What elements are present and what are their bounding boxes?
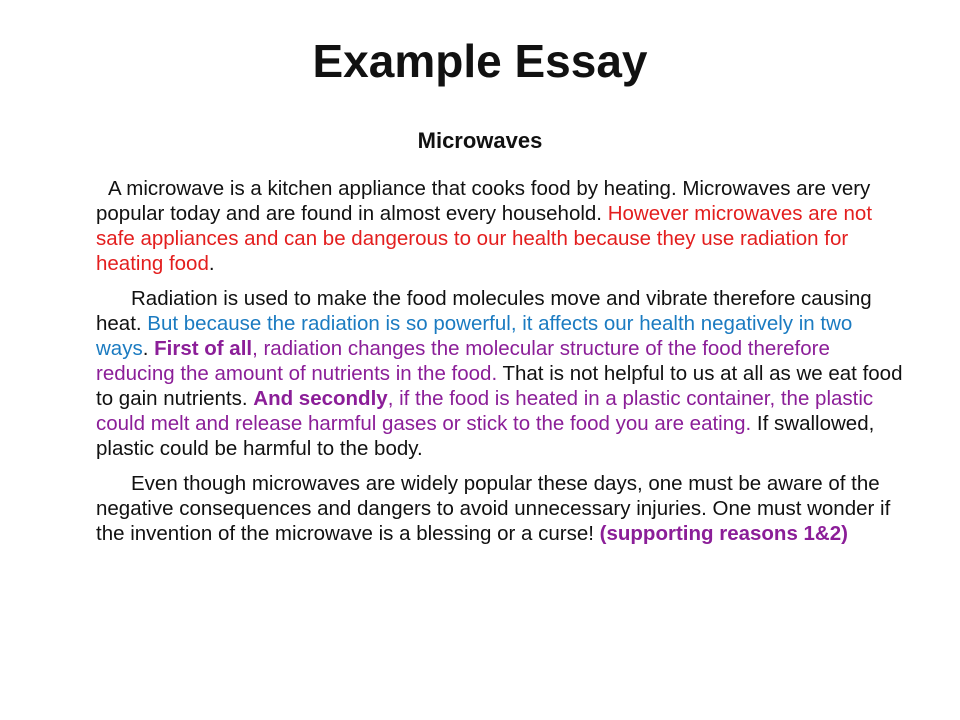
thesis-period: . — [208, 252, 215, 275]
slide-title: Example Essay — [312, 35, 648, 87]
first-reason-text: , radiation changes the molecular structure of the food therefore reducing the amount of nutrients in the food. — [96, 337, 830, 385]
thesis-statement: However microwaves are not safe appliances and can be dangerous to our health because they use radiation for heating food — [96, 202, 873, 275]
topic-period: . — [142, 337, 155, 360]
paragraph-body — [96, 286, 908, 461]
intro-text: A microwave is a kitchen appliance that cooks food by heating. Microwaves are very popular today and are found in almost every household. — [96, 177, 871, 225]
conclusion-text: Even though microwaves are widely popular these days, one must be aware of the negative consequences and dangers to avoid unnecessary injuries. One must wonder if the invention of the microwave is a blessing or a curse! — [96, 472, 891, 545]
essay-subtitle: Microwaves — [417, 128, 543, 153]
second-reason-text: , if the food is heated in a plastic container, the plastic could melt and release harmful gases or stick to the food you are eating. — [96, 387, 874, 435]
paragraph-introduction — [96, 176, 908, 276]
first-explanation: That is not helpful to us at all as we eat food to gain nutrients. — [96, 362, 903, 410]
topic-sentence: But because the radiation is so powerful, it affects our health negatively in two ways — [96, 312, 853, 360]
supporting-reasons-note: (supporting reasons 1&2) — [599, 522, 848, 545]
first-reason-label: First of all — [154, 337, 253, 360]
essay-body — [96, 176, 908, 556]
paragraph-conclusion — [96, 471, 908, 546]
second-explanation: If swallowed, plastic could be harmful to the body. — [96, 412, 875, 460]
second-reason-label: And secondly — [253, 387, 388, 410]
body-intro-text: Radiation is used to make the food molecules move and vibrate therefore causing heat. — [96, 287, 872, 335]
